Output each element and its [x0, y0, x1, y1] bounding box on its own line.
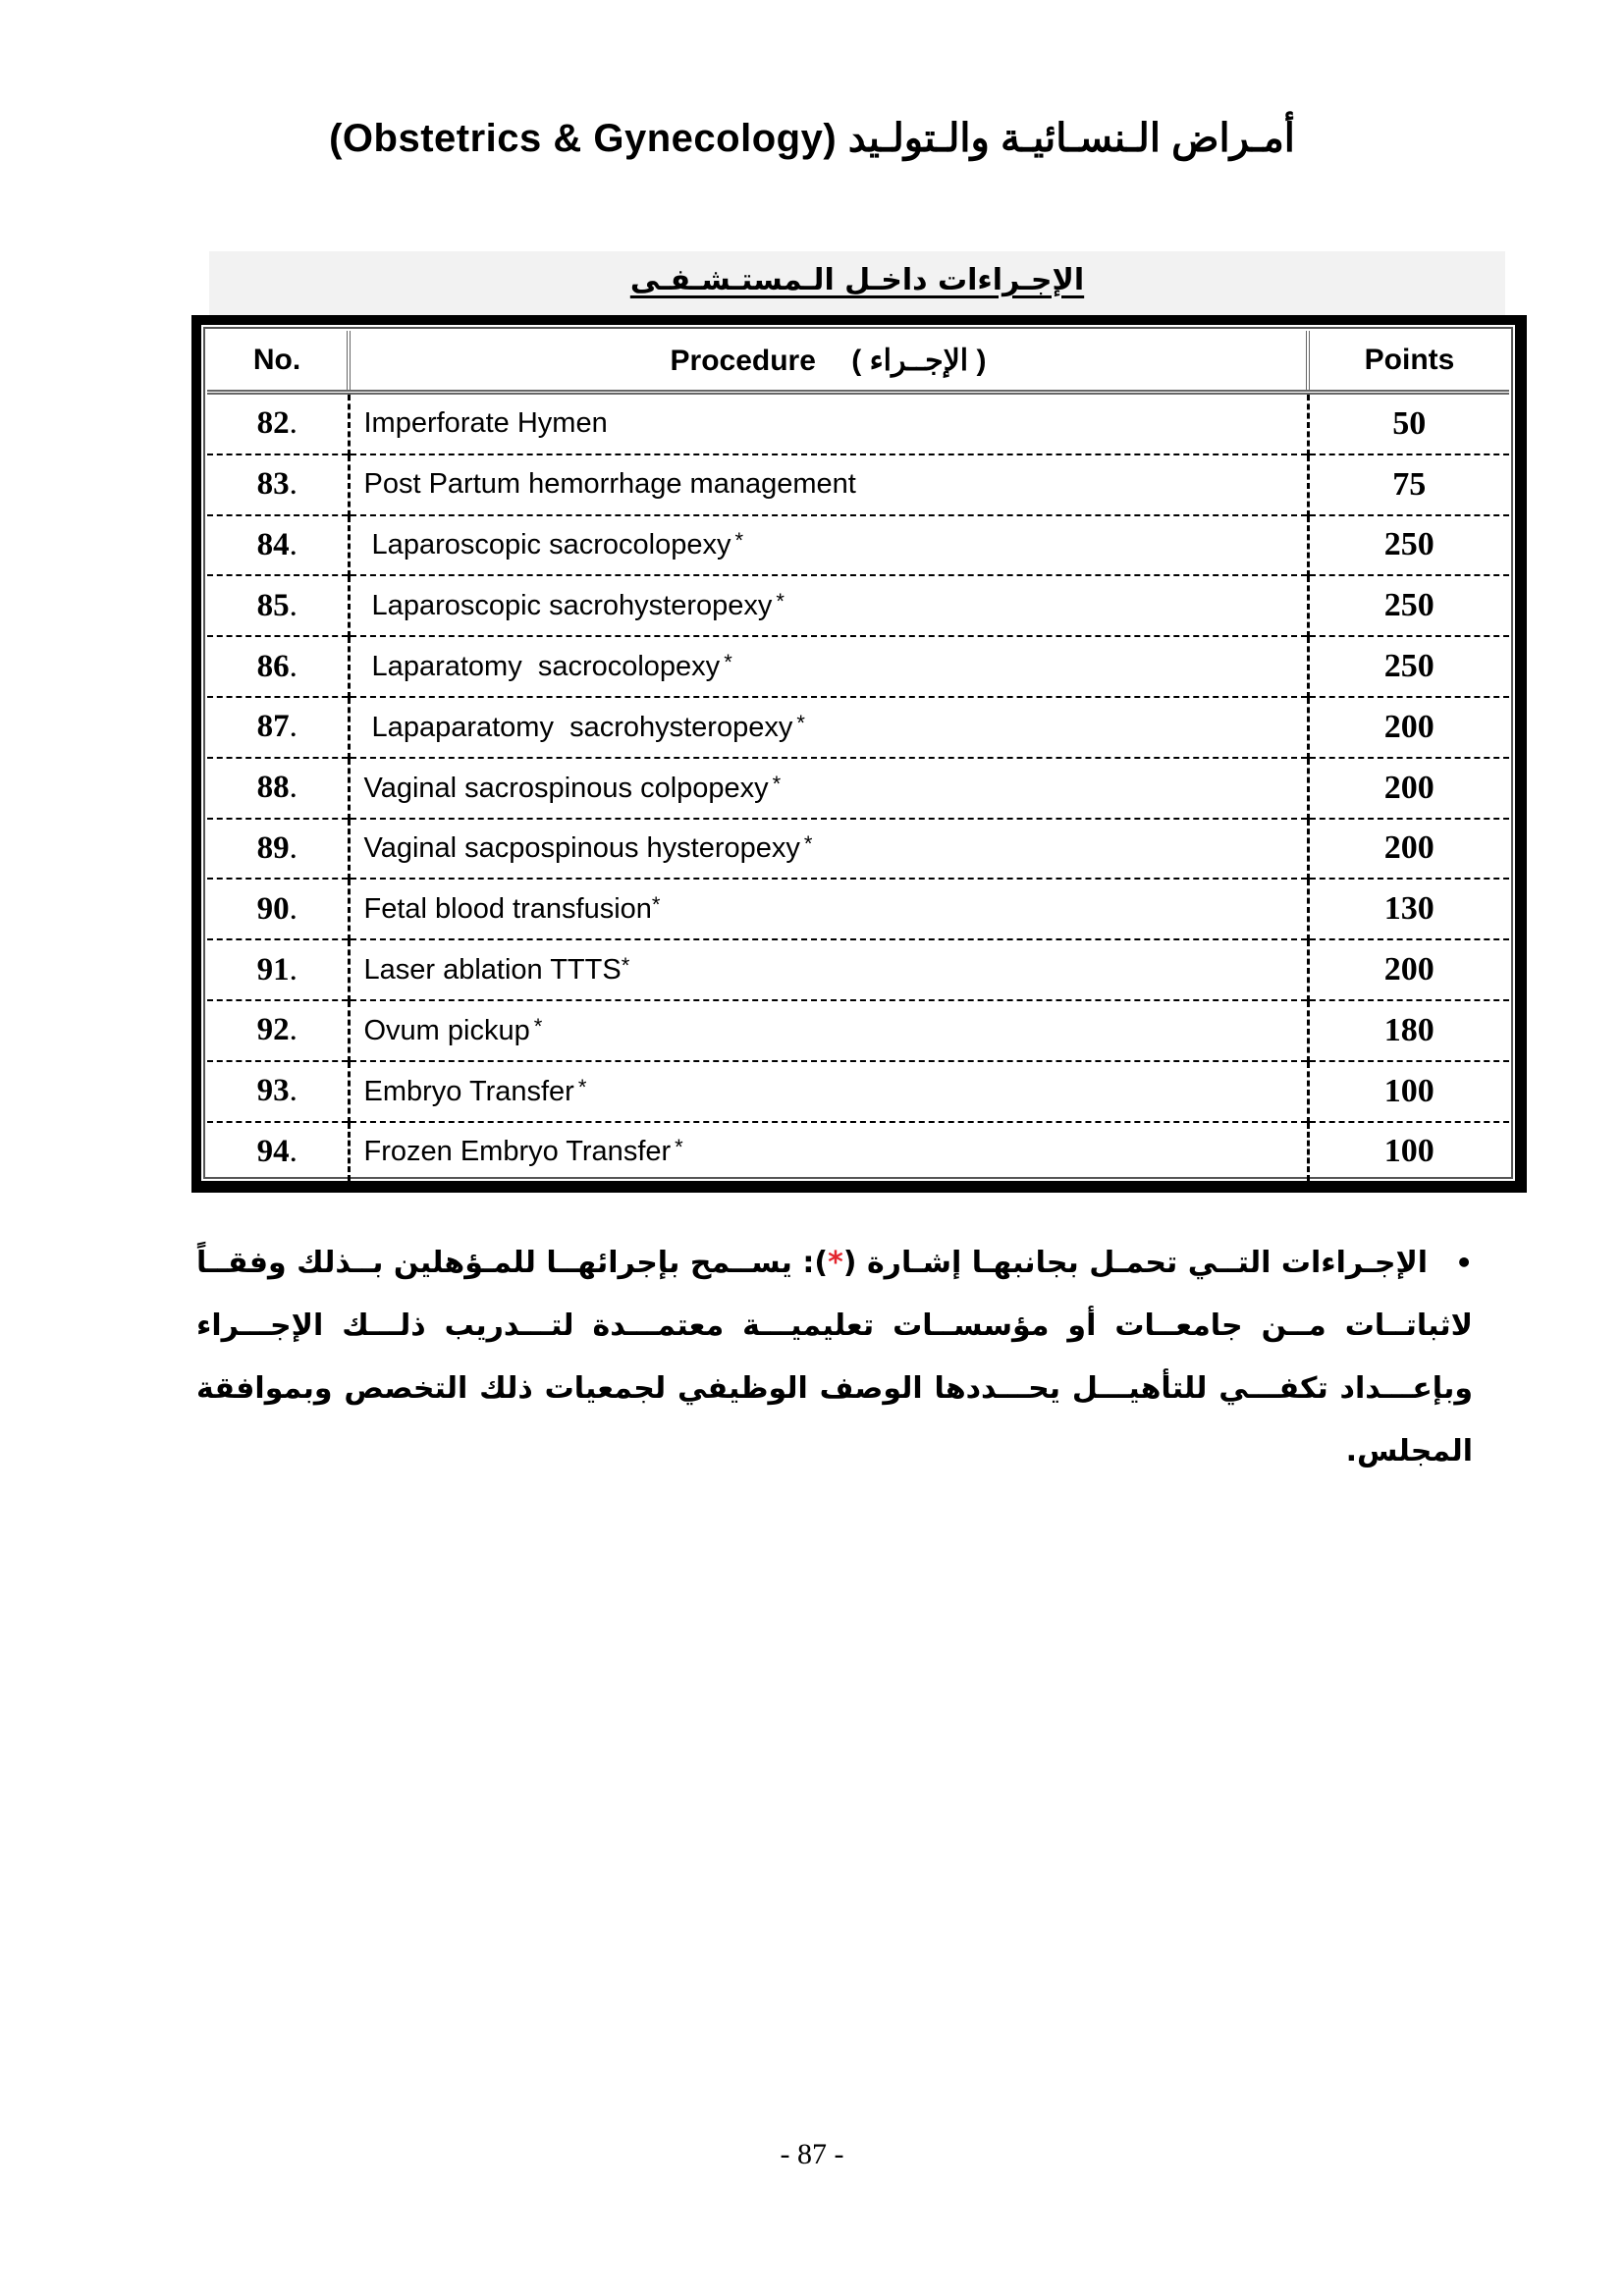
row-number: 82. [256, 405, 298, 442]
row-number: 94. [207, 1122, 349, 1182]
row-procedure: Laparoscopic sacrohysteropexy * [349, 575, 1308, 636]
row-points: 200 [1308, 819, 1509, 880]
column-header-procedure-en: Procedure [670, 344, 816, 377]
row-points: 130 [1308, 879, 1509, 939]
column-header-points: Points [1308, 331, 1509, 393]
table-row [207, 515, 1509, 576]
procedures-table-frame [191, 315, 1527, 1193]
column-header-procedure [349, 331, 1308, 393]
row-procedure: Imperforate Hymen [349, 393, 1308, 454]
row-procedure: Vaginal sacpospinous hysteropexy * [349, 819, 1308, 880]
row-points: 250 [1308, 636, 1509, 697]
row-number: 83. [207, 454, 349, 515]
procedures-table [207, 331, 1509, 1181]
section-heading: الإجـراءات داخـل الـمستـشـفـى [629, 263, 1085, 297]
row-procedure: Ovum pickup * [349, 1000, 1308, 1061]
page-title [0, 116, 1624, 161]
table-row [207, 879, 1509, 939]
procedures-table-body [207, 393, 1509, 1182]
table-row [207, 939, 1509, 1000]
row-number: 89. [207, 819, 349, 880]
row-points: 250 [1308, 575, 1509, 636]
row-points: 200 [1308, 758, 1509, 819]
row-number: 90. [207, 879, 349, 939]
asterisk-marker: * [734, 528, 744, 554]
asterisk-marker: * [796, 710, 805, 735]
asterisk-marker: * [675, 1135, 683, 1160]
row-number: 85. [207, 575, 349, 636]
asterisk-marker: * [772, 771, 782, 796]
footnote-text-rest: ): يســمح بإجرائهــا للمـؤهلين بــذلك وفقــاً لاثباتــات مــن جامعــات أو مؤسســات تعليميـــة معتمـــدة لتـــدريب ذلـــك الإجـــراء وبإعـــداد تكفـــي للتأهيـــل يحـــددها الوصف الوظيفي لجمعيات ذلك التخصص وبموافقة المجلس. [196, 1246, 1473, 1468]
row-points: 250 [1308, 515, 1509, 576]
table-row [207, 819, 1509, 880]
row-points: 50 [1308, 393, 1509, 454]
bullet-icon: • [1455, 1247, 1473, 1279]
row-points: 200 [1308, 697, 1509, 758]
table-header-row [207, 331, 1509, 393]
asterisk-marker: * [803, 831, 813, 857]
row-procedure: Laparatomy sacrocolopexy * [349, 636, 1308, 697]
procedures-table-inner [201, 325, 1515, 1181]
row-procedure: Fetal blood transfusion* [349, 879, 1308, 939]
red-asterisk-icon: * [828, 1246, 843, 1280]
row-procedure: Laser ablation TTTS* [349, 939, 1308, 1000]
table-row [207, 697, 1509, 758]
table-row [207, 575, 1509, 636]
row-procedure: Lapaparatomy sacrohysteropexy * [349, 697, 1308, 758]
row-number: 87. [207, 697, 349, 758]
page-title-english: (Obstetrics & Gynecology) [329, 117, 838, 160]
asterisk-marker: * [651, 892, 661, 918]
row-points: 200 [1308, 939, 1509, 1000]
row-number: 93. [207, 1061, 349, 1122]
page-number: - 87 - [780, 2138, 844, 2170]
row-points: 180 [1308, 1000, 1509, 1061]
asterisk-marker: * [621, 953, 630, 979]
row-points: 100 [1308, 1061, 1509, 1122]
asterisk-marker: * [577, 1074, 587, 1099]
row-procedure: Vaginal sacrospinous colpopexy * [349, 758, 1308, 819]
column-header-procedure-ar: ( الإجــراء ) [851, 344, 987, 377]
row-number: 92. [207, 1000, 349, 1061]
row-points: 75 [1308, 454, 1509, 515]
row-procedure: Frozen Embryo Transfer * [349, 1122, 1308, 1182]
asterisk-marker: * [533, 1013, 543, 1039]
section-heading-band [209, 251, 1505, 315]
footnote-paragraph [196, 1232, 1473, 1483]
table-row [207, 454, 1509, 515]
row-procedure: Post Partum hemorrhage management [349, 454, 1308, 515]
row-procedure: Embryo Transfer * [349, 1061, 1308, 1122]
table-row [207, 1000, 1509, 1061]
column-header-no: No. [207, 331, 349, 393]
table-row [207, 1061, 1509, 1122]
row-procedure: Laparoscopic sacrocolopexy * [349, 515, 1308, 576]
row-number: 88. [207, 758, 349, 819]
row-number: 84. [207, 515, 349, 576]
footnote-text-start: الإجـراءات التــي تحمـل بجانبهـا إشـارة ( [842, 1246, 1429, 1280]
table-row [207, 636, 1509, 697]
row-number: 86. [207, 636, 349, 697]
asterisk-marker: * [776, 589, 785, 614]
table-row [207, 393, 1509, 454]
table-row [207, 758, 1509, 819]
asterisk-marker: * [724, 650, 732, 675]
row-number: 91. [207, 939, 349, 1000]
row-points: 100 [1308, 1122, 1509, 1182]
page-title-arabic: أمـراض الـنسـائيـة والـتولـيد [847, 117, 1295, 160]
table-row [207, 1122, 1509, 1182]
